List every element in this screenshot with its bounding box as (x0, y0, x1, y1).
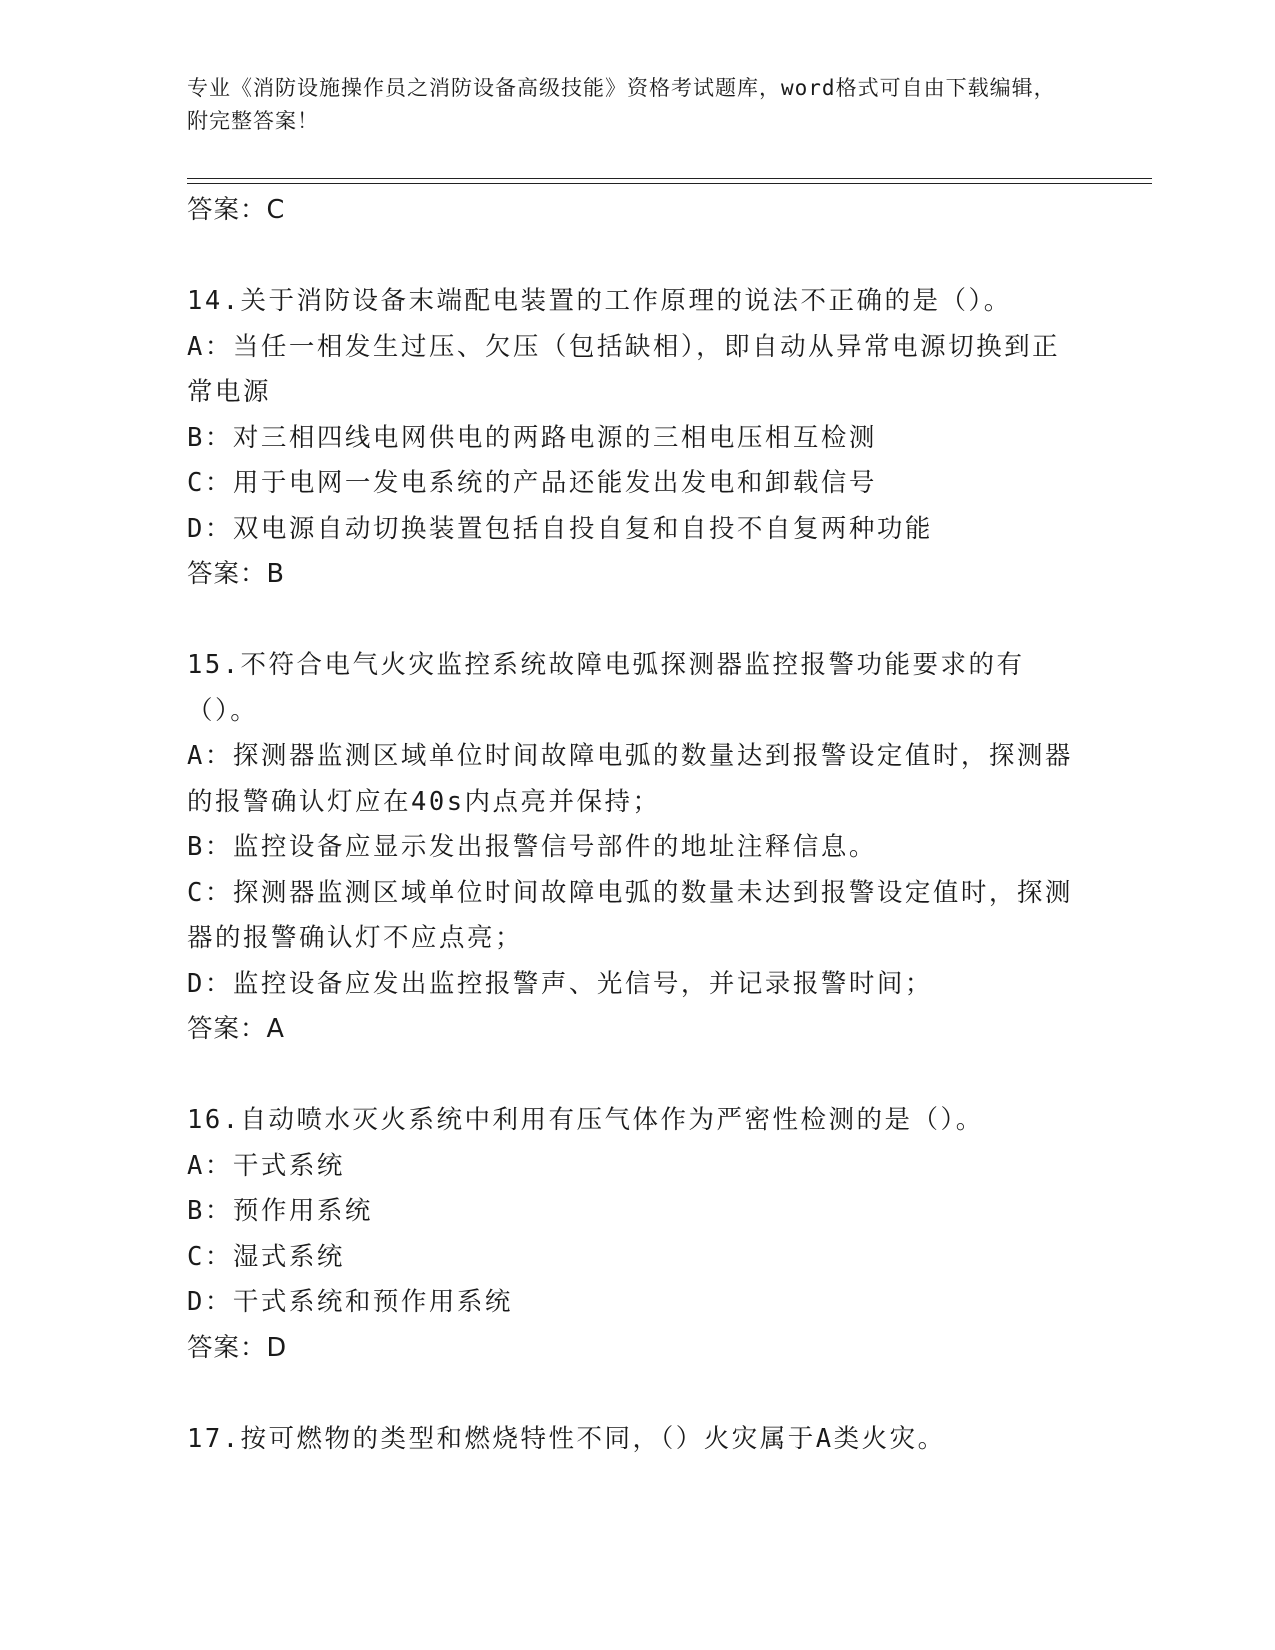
question-17-text: 17.按可燃物的类型和燃烧特性不同，（）火灾属于A类火灾。 (187, 1423, 946, 1454)
question-15-option-d: D：监控设备应发出监控报警声、光信号，并记录报警时间； (187, 968, 933, 999)
spacer (187, 1053, 1087, 1099)
question-14-option-d: D：双电源自动切换装置包括自投自复和自投不自复两种功能 (187, 513, 933, 544)
question-14-answer: 答案：B (187, 559, 285, 589)
spacer (187, 598, 1087, 644)
question-15-answer: 答案：A (187, 1014, 285, 1044)
exam-content (187, 188, 1087, 1462)
spacer (187, 1371, 1087, 1417)
question-16-option-a: A：干式系统 (187, 1150, 345, 1181)
question-15-option-c: C：探测器监测区域单位时间故障电弧的数量未达到报警设定值时，探测器的报警确认灯不应点亮； (187, 877, 1073, 953)
question-16-option-d: D：干式系统和预作用系统 (187, 1287, 513, 1317)
question-block-14 (187, 279, 1087, 598)
question-14-option-c: C：用于电网一发电系统的产品还能发出发电和卸载信号 (187, 468, 877, 498)
header-divider-bottom (187, 183, 1152, 184)
answer-13: 答案：C (187, 195, 286, 225)
question-block-16 (187, 1098, 1087, 1371)
question-block-15 (187, 643, 1087, 1053)
question-16-option-b: B：预作用系统 (187, 1196, 373, 1226)
question-15-option-a: A：探测器监测区域单位时间故障电弧的数量达到报警设定值时，探测器的报警确认灯应在40s内点亮并保持； (187, 741, 1073, 817)
question-15-option-b: B：监控设备应显示发出报警信号部件的地址注释信息。 (187, 832, 877, 862)
header-divider-top (187, 178, 1152, 179)
question-16-option-c: C：湿式系统 (187, 1241, 345, 1272)
question-14-option-b: B：对三相四线电网供电的两路电源的三相电压相互检测 (187, 422, 877, 453)
spacer (187, 234, 1087, 280)
header-text: 专业《消防设施操作员之消防设备高级技能》资格考试题库，word格式可自由下载编辑，附完整答案！ (187, 76, 1056, 133)
question-15-text: 15.不符合电气火灾监控系统故障电弧探测器监控报警功能要求的有（）。 (187, 650, 1025, 726)
question-14-text: 14.关于消防设备末端配电装置的工作原理的说法不正确的是（）。 (187, 286, 1012, 316)
question-14-option-a: A：当任一相发生过压、欠压（包括缺相），即自动从异常电源切换到正常电源 (187, 331, 1061, 407)
document-header (187, 72, 1067, 138)
question-16-answer: 答案：D (187, 1332, 288, 1363)
question-16-text: 16.自动喷水灭火系统中利用有压气体作为严密性检测的是（）。 (187, 1105, 984, 1135)
